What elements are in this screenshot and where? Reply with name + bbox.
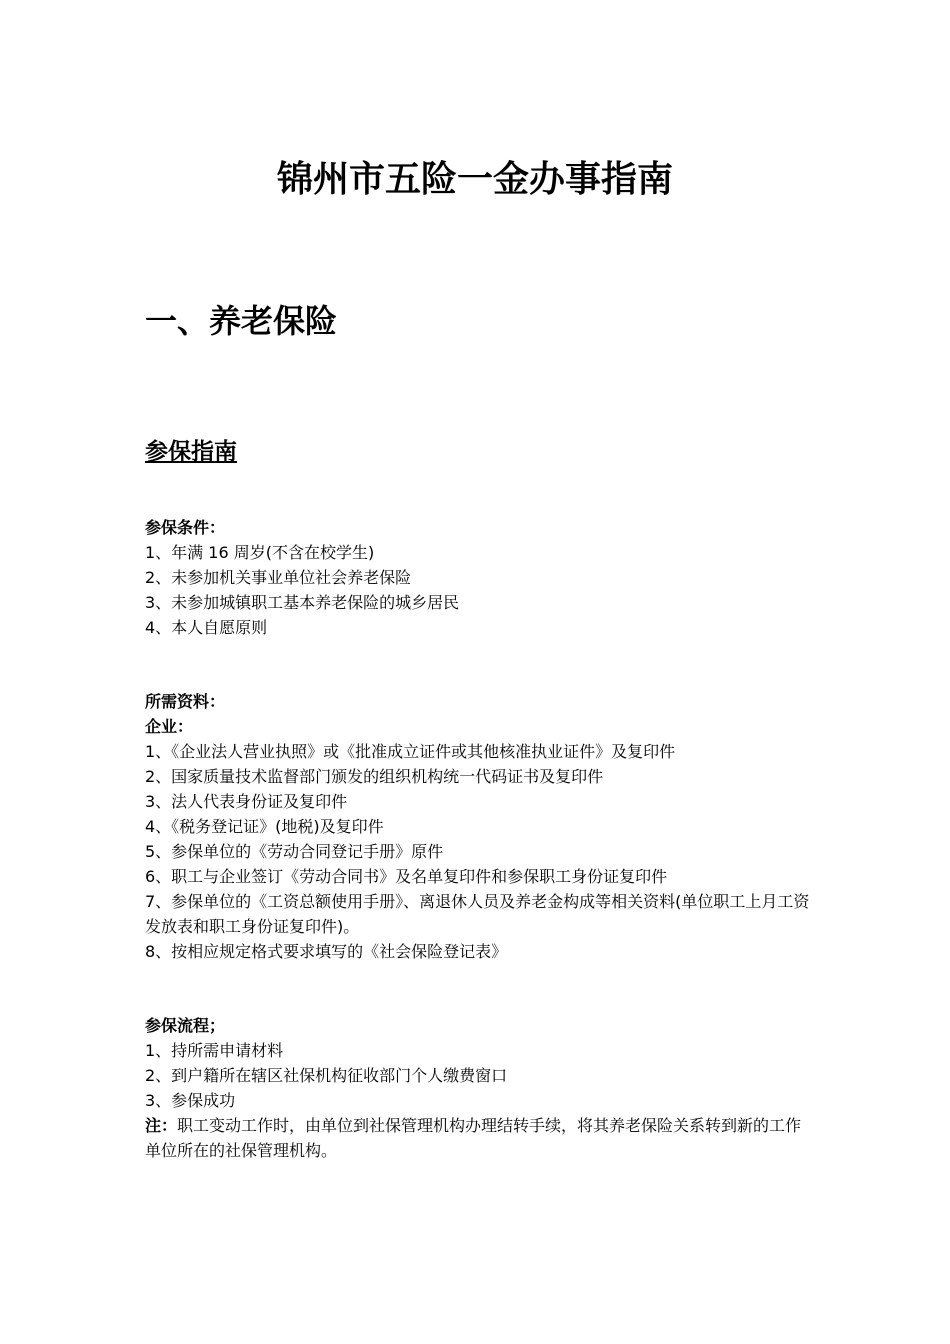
material-item: 2、国家质量技术监督部门颁发的组织机构统一代码证书及复印件 [145, 767, 604, 786]
subheading-enrollment-guide: 参保指南 [145, 439, 237, 465]
process-step: 3、参保成功 [145, 1091, 236, 1110]
material-item: 3、法人代表身份证及复印件 [145, 792, 348, 811]
enrollment-conditions [145, 515, 815, 640]
condition-item: 4、本人自愿原则 [145, 618, 268, 637]
process-label: 参保流程； [145, 1016, 226, 1035]
section-heading-pension: 一、养老保险 [145, 302, 338, 340]
material-item: 6、职工与企业签订《劳动合同书》及名单复印件和参保职工身份证复印件 [145, 867, 668, 886]
process-step: 1、持所需申请材料 [145, 1041, 284, 1060]
document-title: 锦州市五险一金办事指南 [276, 159, 673, 200]
condition-item: 2、未参加机关事业单位社会养老保险 [145, 568, 412, 587]
conditions-label: 参保条件： [145, 518, 226, 537]
material-item: 7、参保单位的《工资总额使用手册》、离退休人员及养老金构成等相关资料(单位职工上月工资发放表和职工身份证复印件)。 [145, 892, 810, 936]
materials-label: 所需资料： [145, 692, 226, 711]
note-label: 注： [145, 1116, 178, 1135]
material-item: 1、《企业法人营业执照》或《批准成立证件或其他核准执业证件》及复印件 [145, 742, 676, 761]
condition-item: 1、年满 16 周岁(不含在校学生) [145, 543, 375, 562]
materials-enterprise-label: 企业： [145, 717, 194, 736]
material-item: 5、参保单位的《劳动合同登记手册》原件 [145, 842, 444, 861]
note-text: 职工变动工作时，由单位到社保管理机构办理结转手续，将其养老保险关系转到新的工作单位所在的社保管理机构。 [145, 1116, 802, 1160]
process-step: 2、到户籍所在辖区社保机构征收部门个人缴费窗口 [145, 1066, 508, 1085]
material-item: 4、《税务登记证》(地税)及复印件 [145, 817, 384, 836]
required-materials [145, 689, 815, 964]
process-note [145, 1113, 815, 1163]
condition-item: 3、未参加城镇职工基本养老保险的城乡居民 [145, 593, 460, 612]
enrollment-process [145, 1013, 815, 1163]
material-item: 8、按相应规定格式要求填写的《社会保险登记表》 [145, 942, 508, 961]
